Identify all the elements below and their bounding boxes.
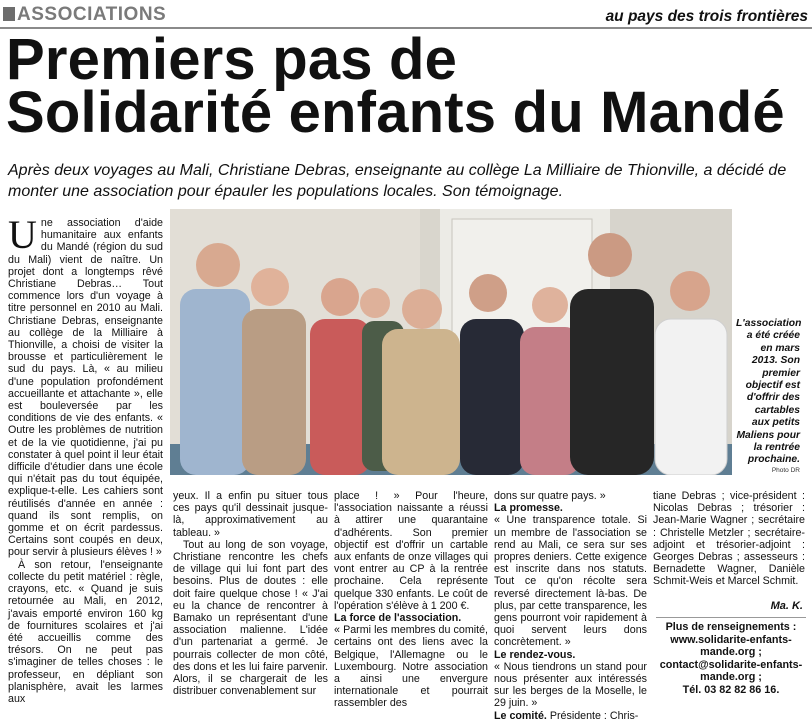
rubric-marker bbox=[3, 7, 15, 21]
drop-cap: U bbox=[8, 212, 37, 257]
paragraph: yeux. Il a enfin pu situer tous ces pays qu'il dessinait jusque-là, approximativement au tableau. » bbox=[173, 490, 328, 539]
paragraph-text: ne association d'aide humanitaire aux enfants du Mandé (région du sud du Mali) vient de naître. Un projet dont a longtemps rêvé Christiane Debras… Tout commence lors d'un voyage à titre personnel en 2010 au Mali. Christiane Debras, enseignante au collège de la Milliaire à Thionville, a choisi de visiter la brousse et particulièrement le sud du pays. Là, « au milieu d'une population profondément accueillante et attachante », elle est bouleversée par les conditions de vie des enfants. « Outre les problèmes de nutrition et de la vie quotidienne, j'ai pu constater à quel point il leur était difficile d'étudier dans une école qui n'était pas du tout équipée, explique-t-elle. Les cahiers sont réutilisés d'année en année : quand ils sont remplis, on gomme et on écrit pardessus. Certains sont coupés en deux, pour servir à plusieurs élèves ! » bbox=[8, 217, 163, 559]
paragraph bbox=[494, 710, 647, 722]
subheading: Le rendez-vous. bbox=[494, 648, 576, 661]
paragraph: dons sur quatre pays. » bbox=[494, 490, 606, 502]
headline-line-2: Solidarité enfants du Mandé bbox=[6, 80, 785, 145]
paragraph: tiane Debras ; vice-président : Nicolas Debras ; trésorier : Jean-Marie Wagner ; secrétaire : Christelle Metzler ; secrétaire-adjoint et trésorier-adjoint : Georges Debras ; assesseurs : Bernadette Wagner, Danièle Schmit-Weis et Marcel Schmit. bbox=[653, 490, 805, 588]
phone-number: Tél. 03 82 82 86 16. bbox=[682, 683, 780, 696]
paragraph-text: Présidente : Chris- bbox=[549, 709, 639, 722]
info-divider bbox=[656, 617, 806, 618]
headline bbox=[6, 27, 811, 145]
paragraph bbox=[8, 212, 163, 559]
website-link[interactable]: www.solidarite-enfants-mande.org ; bbox=[670, 633, 792, 659]
section-rubric: ASSOCIATIONS bbox=[17, 4, 167, 25]
group-photo-image bbox=[170, 209, 732, 475]
author-signature: Ma. K. bbox=[770, 600, 803, 612]
photo-caption: L'association a été créée en mars 2013. Son premier objectif est d'offrir des cartables aux petits Maliens pour la rentrée prochaine. bbox=[736, 318, 802, 466]
subheading: La force de l'association. bbox=[334, 612, 462, 625]
group-photo bbox=[170, 209, 732, 475]
article-column-5 bbox=[653, 490, 805, 588]
region-label: au pays des trois frontières bbox=[605, 8, 808, 25]
photo-credit: Photo DR bbox=[771, 467, 800, 474]
subheading: Le comité. bbox=[494, 709, 547, 722]
article-column-2 bbox=[173, 490, 328, 697]
info-box bbox=[656, 621, 806, 697]
headline-line-1: Premiers pas de bbox=[6, 27, 458, 92]
paragraph: À son retour, l'enseignante collecte du petit matériel : règle, crayons, etc. « Quand je suis retournée au Mali, en 2012, j'avais emporté environ 160 kg de fournitures scolaires et j'ai été accueillis comme des trésors. On ne peut pas s'imaginer de telles choses : le professeur, en dépliant son planisphère, avait les larmes aux bbox=[8, 558, 163, 705]
paragraph: Tout au long de son voyage, Christiane rencontre les chefs de village qui lui font part des besoins. Plus de doutes : elle doit faire quelque chose ! « J'ai eu la chance de rencontrer à Bamako un représentant d'une association malienne. L'idée d'un partenariat a germé. Je pourrais collecter de mon côté, des dons et les lui faire parvenir. Alors, il se chargerait de les distribuer convenablement sur bbox=[173, 538, 328, 698]
standfirst: Après deux voyages au Mali, Christiane Debras, enseignante au collège La Milliaire de Thionville, a décidé de monter une association pour épauler les populations locales. Son témoignage. bbox=[8, 162, 787, 200]
subheading: La promesse. bbox=[494, 502, 563, 515]
email-link[interactable]: contact@solidarite-enfants-mande.org ; bbox=[659, 658, 803, 684]
paragraph: « Nous tiendrons un stand pour nous présenter aux intéressés sur les berges de la Moselle, le 29 juin. » bbox=[494, 660, 647, 710]
article-column-4 bbox=[494, 490, 647, 722]
info-heading: Plus de renseignements : bbox=[665, 621, 797, 633]
article-column-3 bbox=[334, 490, 488, 710]
paragraph: « Une transparence totale. Si un membre de l'association se rend au Mali, ce sera sur ses propres deniers. Cette exigence est inscrite dans nos statuts. Tout ce qu'on récolte sera reversé directement là-bas. De plus, par cette transparence, les gens pourront voir rapidement à quoi servent leurs dons concrètement. » bbox=[494, 514, 647, 649]
paragraph: place ! » Pour l'heure, l'association naissante a réussi à attirer une quarantaine d'adhérents. Son premier objectif est d'offrir un cartable aux enfants de onze villages qui vont entrer au CP à la rentrée prochaine. Cela représente quelque 330 enfants. Le coût de l'opération s'élève à 1 200 €. bbox=[334, 490, 488, 612]
article-column-1 bbox=[8, 212, 163, 705]
paragraph: « Parmi les membres du comité, certains ont des liens avec la Belgique, l'Allemagne ou le Luxembourg. Notre association a ainsi une envergure internationale et pourrait rassembler des bbox=[334, 624, 488, 710]
